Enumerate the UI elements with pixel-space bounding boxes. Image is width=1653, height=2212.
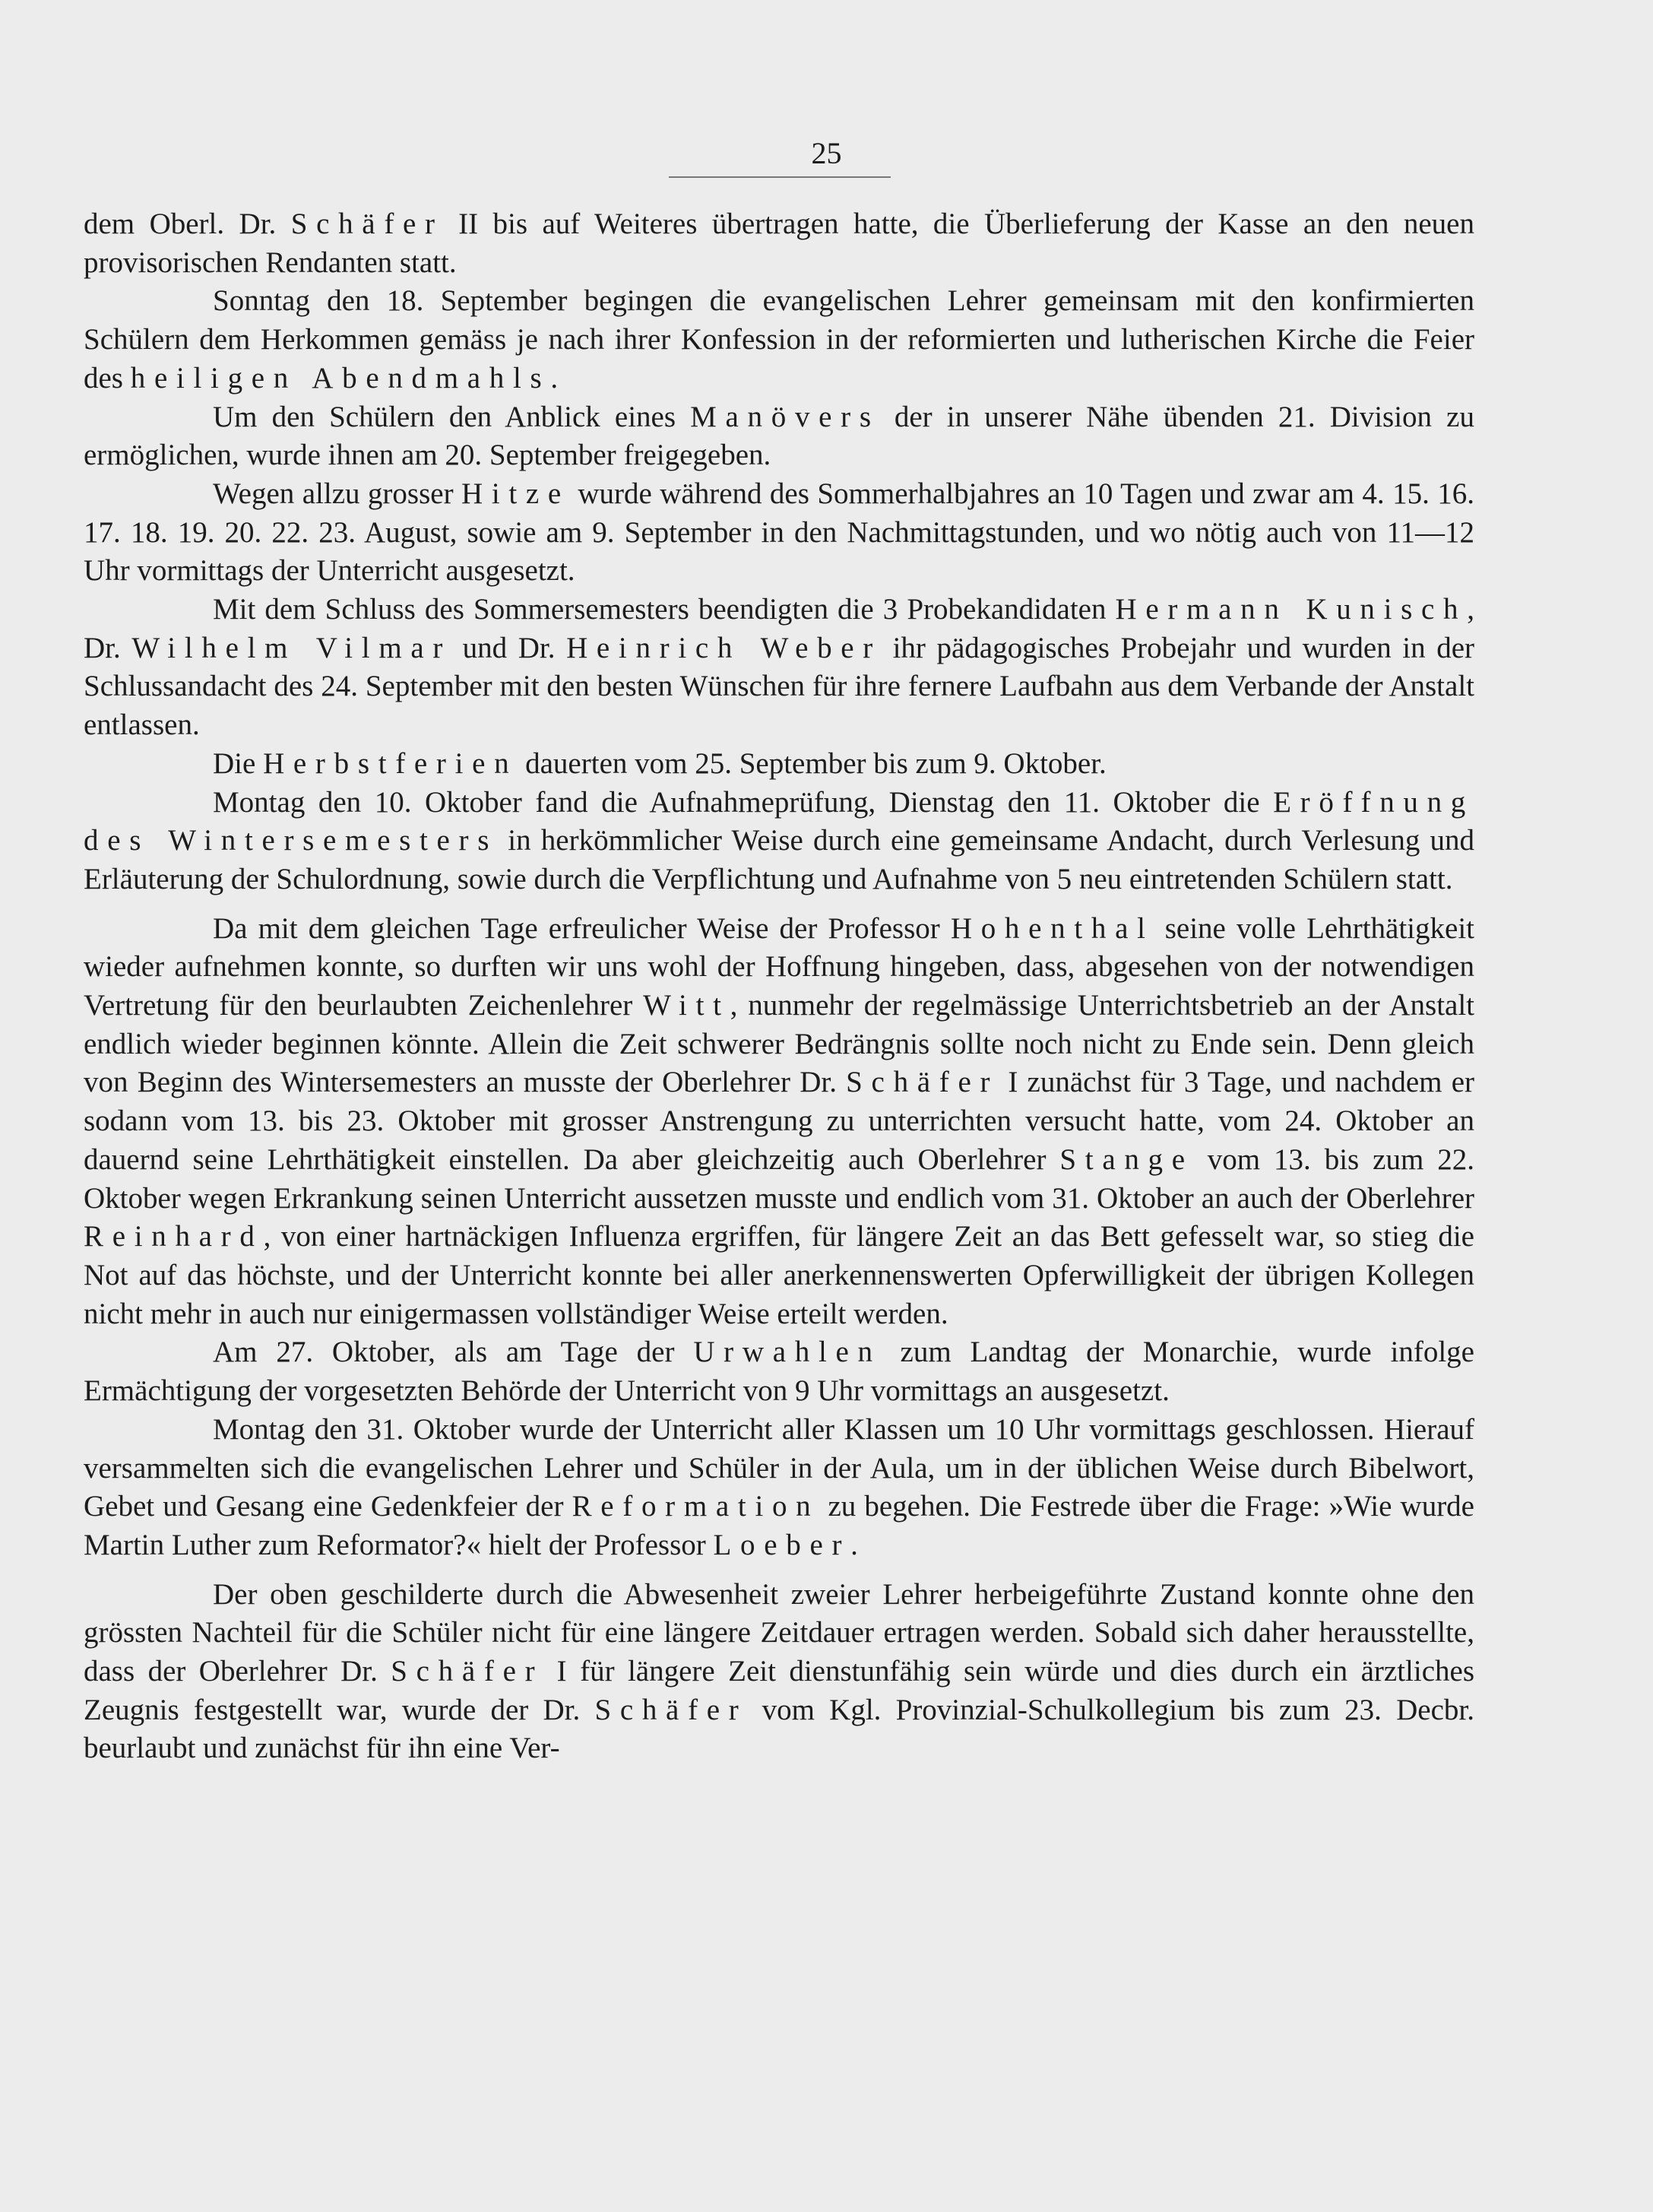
text-run: vom 13. bis zum 22. Oktober wegen Erkrankung seinen Unterricht aussetzen musste und endlich vom 31. Oktober an auch der Oberlehrer (84, 1142, 1474, 1215)
text-run: , von einer hartnäckigen Influenza ergriffen, für längere Zeit an das Bett gefesselt war, so stieg die Not auf das höchste, und der Unterricht konnte bei aller anerkennenswerten Opferwilligkeit der übrigen Kollegen nicht mehr in auch nur einigermassen vollständiger Weise erteilt werden. (84, 1220, 1474, 1330)
spaced-emphasis: Hohenthal (950, 911, 1154, 945)
text-run: . (850, 1528, 858, 1561)
body-text (84, 205, 1474, 1768)
spaced-emphasis: Wilhelm Vilmar (131, 631, 452, 664)
paragraph (84, 910, 1474, 1334)
paragraph (84, 591, 1474, 745)
text-run: Der oben geschilderte durch die Abwesenheit zweier Lehrer herbeigeführte Zustand konnte ohne den grössten Nachteil für die Schüler nicht für eine längere Zeitdauer ertragen werden. Sobald sich daher herausstellte, dass der Oberlehrer Dr. (84, 1577, 1474, 1688)
paragraph (84, 282, 1474, 398)
text-run: in herkömmlicher Weise durch eine gemeinsame Andacht, durch Verlesung und Erläuterung der Schulordnung, sowie durch die Verpflichtung und Aufnahme von 5 neu eintretenden Schülern statt. (84, 824, 1475, 895)
text-run: . (550, 361, 559, 395)
spaced-emphasis: Schäfer (290, 208, 444, 240)
spaced-emphasis: Manövers (690, 400, 880, 433)
text-run: zu begehen. Die Festrede über die Frage: »Wie wurde Martin Luther zum Reformator?« hielt der Professor (84, 1490, 1474, 1561)
spaced-emphasis: Schäfer (846, 1066, 999, 1099)
text-run: Da mit dem gleichen Tage erfreulicher Weise der Professor (213, 911, 951, 945)
paragraph (84, 784, 1474, 899)
text-run: Wegen allzu grosser (213, 477, 461, 510)
text-run: Am 27. Oktober, als am Tage der (213, 1336, 694, 1369)
paragraph (84, 398, 1474, 475)
text-run: Die (213, 746, 264, 780)
text-run: , Dr. (84, 593, 1474, 664)
text-run: I zunächst für 3 Tage, und nachdem er sodann vom 13. bis 23. Oktober mit grosser Anstrengung zu unterrichten versucht hatte, vom 24. Oktober an dauernd seine Lehrthätigkeit einstellen. Da aber gleichzeitig auch Oberlehrer (84, 1066, 1475, 1176)
text-run: , nunmehr der regelmässige Unterrichtsbetrieb an der Anstalt endlich wieder beginnen könnte. Allein die Zeit schwerer Bedrängnis sollte noch nicht zu Ende sein. Denn gleich von Beginn des Wintersemesters an musste der Oberlehrer Dr. (84, 989, 1475, 1099)
text-run: wurde während des Sommerhalbjahres an 10 Tagen und zwar am 4. 15. 16. 17. 18. 19. 20. 22. 23. August, sowie am 9. September in den Nachmittagstunden, und wo nötig auch von 11—12 Uhr vormittags der Unterricht ausgesetzt. (84, 477, 1474, 588)
text-run: II bis auf Weiteres übertragen hatte, die Überlieferung der Kasse an den neuen provisorischen Rendanten statt. (84, 208, 1474, 279)
text-run: Um den Schülern den Anblick eines (213, 400, 691, 433)
spaced-emphasis: Herbstferien (263, 746, 518, 780)
spaced-emphasis: Reformation (572, 1490, 820, 1523)
spaced-emphasis: Schäfer (391, 1655, 544, 1688)
text-run: I für längere Zeit dienstunfähig sein würde und dies durch ein ärztliches Zeugnis festgestellt war, wurde der Dr. (84, 1655, 1474, 1726)
spaced-emphasis: Eröffnung des Wintersemesters (84, 785, 1474, 857)
paragraph (84, 1576, 1474, 1769)
spaced-emphasis: Loeber (713, 1528, 851, 1561)
text-run: Montag den 10. Oktober fand die Aufnahmeprüfung, Dienstag den 11. Oktober die (213, 785, 1274, 819)
spaced-emphasis: Witt (643, 989, 730, 1022)
paragraph (84, 475, 1474, 591)
paragraph (84, 205, 1474, 282)
spaced-emphasis: Urwahlen (693, 1336, 882, 1369)
paragraph (84, 745, 1474, 784)
text-run: und Dr. (451, 631, 567, 664)
text-run: vom Kgl. Provinzial-Schulkollegium bis zum 23. Decbr. beurlaubt und zunächst für ihn eine Ver- (84, 1693, 1474, 1765)
header-rule (669, 176, 891, 178)
text-run: seine volle Lehrthätigkeit wieder aufnehmen konnte, so durften wir uns wohl der Hoffnung hingeben, dass, abgesehen von der notwendigen Vertretung für den beurlaubten Zeichenlehrer (84, 911, 1474, 1022)
spaced-emphasis: Reinhard (84, 1220, 264, 1253)
spaced-emphasis: Stange (1059, 1142, 1194, 1176)
text-run: Sonntag den 18. September begingen die evangelischen Lehrer gemeinsam mit den konfirmierten Schülern dem Herkommen gemäss je nach ihrer Konfession in der reformierten und lutherischen Kirche die Feier des (84, 284, 1474, 395)
paragraph (84, 1333, 1474, 1410)
text-run: zum Landtag der Monarchie, wurde infolge Ermächtigung der vorgesetzten Behörde der Unterricht von 9 Uhr vormittags an ausgesetzt. (84, 1336, 1474, 1408)
text-run: ihr pädagogisches Probejahr und wurden in der Schlussandacht des 24. September mit den besten Wünschen für ihre fernere Laufbahn aus dem Verbande der Anstalt entlassen. (84, 631, 1475, 742)
spaced-emphasis: Heinrich Weber (566, 631, 882, 664)
text-run: dem Oberl. Dr. (84, 208, 291, 240)
spaced-emphasis: Hermann Kunisch (1115, 593, 1468, 626)
spaced-emphasis: Hitze (461, 477, 570, 510)
text-run: dauerten vom 25. September bis zum 9. Oktober. (518, 746, 1107, 780)
paragraph (84, 1411, 1474, 1565)
text-run: Mit dem Schluss des Sommersemesters beendigten die 3 Probekandidaten (213, 593, 1116, 626)
page-number: 25 (811, 136, 842, 170)
text-run: Montag den 31. Oktober wurde der Unterricht aller Klassen um 10 Uhr vormittags geschlossen. Hierauf versammelten sich die evangelischen Lehrer und Schüler in der Aula, um in der üblichen Weise durch Bibelwort, Gebet und Gesang eine Gedenkfeier der (84, 1412, 1474, 1523)
text-run: der in unserer Nähe übenden 21. Division zu ermöglichen, wurde ihnen am 20. September freigegeben. (84, 400, 1474, 472)
spaced-emphasis: heiligen Abendmahls (130, 361, 551, 395)
spaced-emphasis: Schäfer (594, 1693, 748, 1726)
